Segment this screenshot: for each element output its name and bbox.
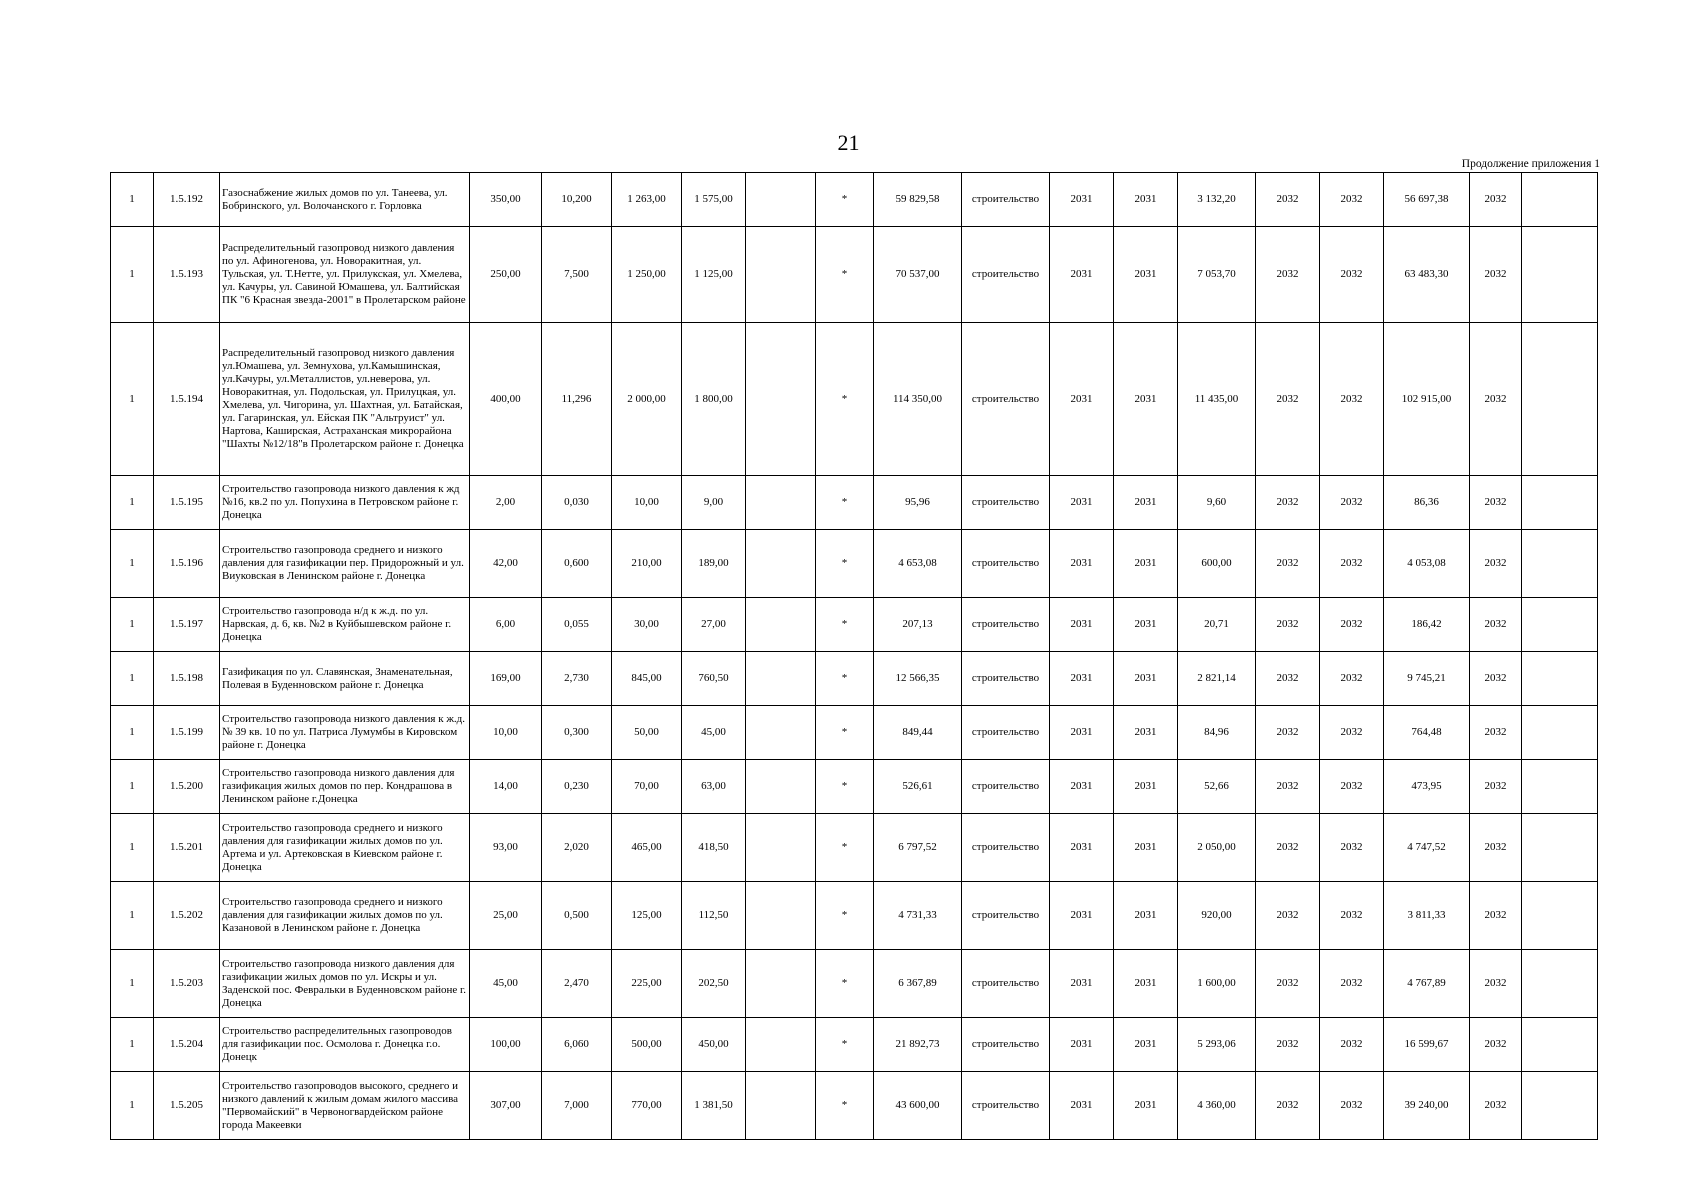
col-value-a: 770,00 [612, 1072, 682, 1140]
col-end-year-1: 2031 [1114, 950, 1178, 1018]
col-cost-stage-1: 2 050,00 [1178, 814, 1256, 882]
col-marker: * [816, 173, 874, 227]
col-value-b: 202,50 [682, 950, 746, 1018]
col-end-year-2: 2032 [1320, 530, 1384, 598]
col-end-year-2: 2032 [1320, 760, 1384, 814]
col-section: 1 [111, 1072, 154, 1140]
col-end-year-2: 2032 [1320, 1072, 1384, 1140]
col-total-cost: 95,96 [874, 476, 962, 530]
col-completion-year: 2032 [1470, 814, 1522, 882]
col-cost-stage-2: 473,95 [1384, 760, 1470, 814]
col-capacity: 7,500 [542, 227, 612, 323]
col-start-year-1: 2031 [1050, 814, 1114, 882]
col-value-b: 760,50 [682, 652, 746, 706]
col-value-b: 1 381,50 [682, 1072, 746, 1140]
table-row [111, 530, 1598, 598]
col-work-type: строительство [962, 652, 1050, 706]
col-object-name: Строительство газопровода среднего и низкого давления для газификации жилых домов по ул. Артема и ул. Артековская в Киевском районе г. Донецка [220, 814, 470, 882]
table-row [111, 173, 1598, 227]
col-capacity: 0,300 [542, 706, 612, 760]
col-marker: * [816, 476, 874, 530]
col-value-a: 70,00 [612, 760, 682, 814]
col-section: 1 [111, 1018, 154, 1072]
col-item-number: 1.5.192 [154, 173, 220, 227]
col-length-m: 169,00 [470, 652, 542, 706]
col-work-type: строительство [962, 1018, 1050, 1072]
col-length-m: 350,00 [470, 173, 542, 227]
col-total-cost: 6 797,52 [874, 814, 962, 882]
col-end-year-1: 2031 [1114, 598, 1178, 652]
col-object-name: Строительство газопровода низкого давления к ж.д. № 39 кв. 10 по ул. Патриса Лумумбы в Кировском районе г. Донецка [220, 706, 470, 760]
col-start-year-2: 2032 [1256, 652, 1320, 706]
col-completion-year: 2032 [1470, 530, 1522, 598]
col-length-m: 6,00 [470, 598, 542, 652]
col-section: 1 [111, 882, 154, 950]
col-empty-b [1522, 760, 1598, 814]
col-object-name: Строительство газопровода низкого давления для газификации жилых домов по ул. Искры и ул. Заденской пос. Февральки в Буденновском районе г. Донецка [220, 950, 470, 1018]
col-section: 1 [111, 706, 154, 760]
col-section: 1 [111, 173, 154, 227]
col-capacity: 0,500 [542, 882, 612, 950]
col-item-number: 1.5.193 [154, 227, 220, 323]
col-value-a: 50,00 [612, 706, 682, 760]
table-row [111, 882, 1598, 950]
col-marker: * [816, 530, 874, 598]
col-value-b: 1 575,00 [682, 173, 746, 227]
col-item-number: 1.5.197 [154, 598, 220, 652]
col-empty-a [746, 1072, 816, 1140]
col-cost-stage-1: 84,96 [1178, 706, 1256, 760]
col-value-b: 63,00 [682, 760, 746, 814]
col-capacity: 2,470 [542, 950, 612, 1018]
col-value-b: 45,00 [682, 706, 746, 760]
col-empty-b [1522, 652, 1598, 706]
col-empty-b [1522, 173, 1598, 227]
col-empty-b [1522, 882, 1598, 950]
col-completion-year: 2032 [1470, 476, 1522, 530]
col-value-b: 112,50 [682, 882, 746, 950]
col-object-name: Строительство газопровода среднего и низкого давления для газификации жилых домов по ул. Казановой в Ленинском районе г. Донецка [220, 882, 470, 950]
col-empty-a [746, 950, 816, 1018]
col-end-year-1: 2031 [1114, 814, 1178, 882]
col-capacity: 6,060 [542, 1018, 612, 1072]
col-value-a: 1 250,00 [612, 227, 682, 323]
col-total-cost: 4 731,33 [874, 882, 962, 950]
col-start-year-1: 2031 [1050, 760, 1114, 814]
col-length-m: 100,00 [470, 1018, 542, 1072]
col-marker: * [816, 706, 874, 760]
col-start-year-1: 2031 [1050, 1018, 1114, 1072]
col-length-m: 307,00 [470, 1072, 542, 1140]
table-row [111, 814, 1598, 882]
col-start-year-2: 2032 [1256, 882, 1320, 950]
col-object-name: Распределительный газопровод низкого давления по ул. Афиногенова, ул. Новоракитная, ул. Тульская, ул. Т.Нетте, ул. Прилукская, ул. Хмелева, ул. Качуры, ул. Савиной Юмашева, ул. Балтийская ПК "6 Красная звезда-2001" в Пролетарском районе [220, 227, 470, 323]
col-object-name: Строительство газопроводов высокого, среднего и низкого давлений к жилым домам жилого массива "Первомайский" в Червоногвардейском районе города Макеевки [220, 1072, 470, 1140]
col-object-name: Газификация по ул. Славянская, Знаменательная, Полевая в Буденновском районе г. Донецка [220, 652, 470, 706]
col-completion-year: 2032 [1470, 323, 1522, 476]
col-start-year-2: 2032 [1256, 173, 1320, 227]
col-length-m: 42,00 [470, 530, 542, 598]
col-cost-stage-1: 600,00 [1178, 530, 1256, 598]
col-end-year-2: 2032 [1320, 1018, 1384, 1072]
col-end-year-2: 2032 [1320, 882, 1384, 950]
col-value-b: 450,00 [682, 1018, 746, 1072]
col-length-m: 45,00 [470, 950, 542, 1018]
col-end-year-2: 2032 [1320, 173, 1384, 227]
col-empty-b [1522, 323, 1598, 476]
col-item-number: 1.5.198 [154, 652, 220, 706]
col-total-cost: 6 367,89 [874, 950, 962, 1018]
col-start-year-2: 2032 [1256, 530, 1320, 598]
col-item-number: 1.5.204 [154, 1018, 220, 1072]
col-work-type: строительство [962, 530, 1050, 598]
col-cost-stage-1: 7 053,70 [1178, 227, 1256, 323]
col-end-year-1: 2031 [1114, 1072, 1178, 1140]
col-total-cost: 59 829,58 [874, 173, 962, 227]
col-cost-stage-2: 3 811,33 [1384, 882, 1470, 950]
col-empty-a [746, 323, 816, 476]
col-end-year-1: 2031 [1114, 706, 1178, 760]
col-start-year-2: 2032 [1256, 814, 1320, 882]
col-total-cost: 849,44 [874, 706, 962, 760]
table-row [111, 706, 1598, 760]
col-value-a: 225,00 [612, 950, 682, 1018]
col-work-type: строительство [962, 950, 1050, 1018]
col-empty-a [746, 706, 816, 760]
col-object-name: Строительство газопровода н/д к ж.д. по ул. Нарвская, д. 6, кв. №2 в Куйбышевском районе г. Донецка [220, 598, 470, 652]
col-capacity: 0,230 [542, 760, 612, 814]
col-work-type: строительство [962, 814, 1050, 882]
col-length-m: 250,00 [470, 227, 542, 323]
col-end-year-2: 2032 [1320, 598, 1384, 652]
col-start-year-1: 2031 [1050, 476, 1114, 530]
table-row [111, 227, 1598, 323]
col-work-type: строительство [962, 882, 1050, 950]
col-cost-stage-2: 16 599,67 [1384, 1018, 1470, 1072]
col-end-year-2: 2032 [1320, 227, 1384, 323]
col-value-a: 210,00 [612, 530, 682, 598]
table-row [111, 652, 1598, 706]
col-start-year-1: 2031 [1050, 1072, 1114, 1140]
col-value-a: 10,00 [612, 476, 682, 530]
col-start-year-2: 2032 [1256, 476, 1320, 530]
col-item-number: 1.5.205 [154, 1072, 220, 1140]
col-empty-b [1522, 1072, 1598, 1140]
col-start-year-1: 2031 [1050, 530, 1114, 598]
col-value-b: 1 800,00 [682, 323, 746, 476]
col-work-type: строительство [962, 323, 1050, 476]
col-end-year-2: 2032 [1320, 706, 1384, 760]
col-start-year-2: 2032 [1256, 760, 1320, 814]
col-start-year-2: 2032 [1256, 950, 1320, 1018]
col-capacity: 0,055 [542, 598, 612, 652]
col-completion-year: 2032 [1470, 1072, 1522, 1140]
col-empty-b [1522, 476, 1598, 530]
table-row [111, 950, 1598, 1018]
table-row [111, 760, 1598, 814]
col-cost-stage-2: 102 915,00 [1384, 323, 1470, 476]
col-section: 1 [111, 598, 154, 652]
col-value-b: 9,00 [682, 476, 746, 530]
col-object-name: Газоснабжение жилых домов по ул. Танеева, ул. Бобринского, ул. Волочанского г. Горловка [220, 173, 470, 227]
col-end-year-1: 2031 [1114, 476, 1178, 530]
col-section: 1 [111, 476, 154, 530]
col-empty-a [746, 530, 816, 598]
col-empty-a [746, 882, 816, 950]
col-cost-stage-2: 9 745,21 [1384, 652, 1470, 706]
col-end-year-1: 2031 [1114, 173, 1178, 227]
col-completion-year: 2032 [1470, 173, 1522, 227]
col-end-year-1: 2031 [1114, 882, 1178, 950]
col-start-year-2: 2032 [1256, 227, 1320, 323]
col-cost-stage-2: 764,48 [1384, 706, 1470, 760]
col-marker: * [816, 652, 874, 706]
col-completion-year: 2032 [1470, 882, 1522, 950]
col-total-cost: 207,13 [874, 598, 962, 652]
col-start-year-2: 2032 [1256, 598, 1320, 652]
col-value-b: 27,00 [682, 598, 746, 652]
col-cost-stage-1: 1 600,00 [1178, 950, 1256, 1018]
col-end-year-2: 2032 [1320, 950, 1384, 1018]
col-item-number: 1.5.203 [154, 950, 220, 1018]
col-work-type: строительство [962, 706, 1050, 760]
col-empty-b [1522, 950, 1598, 1018]
col-start-year-2: 2032 [1256, 1072, 1320, 1140]
col-cost-stage-1: 5 293,06 [1178, 1018, 1256, 1072]
col-empty-a [746, 652, 816, 706]
col-start-year-1: 2031 [1050, 950, 1114, 1018]
col-marker: * [816, 814, 874, 882]
col-total-cost: 526,61 [874, 760, 962, 814]
col-section: 1 [111, 530, 154, 598]
col-marker: * [816, 598, 874, 652]
col-end-year-2: 2032 [1320, 814, 1384, 882]
col-work-type: строительство [962, 760, 1050, 814]
col-length-m: 93,00 [470, 814, 542, 882]
col-object-name: Строительство газопровода низкого давления для газификация жилых домов по пер. Кондрашова в Ленинском районе г.Донецка [220, 760, 470, 814]
col-end-year-2: 2032 [1320, 652, 1384, 706]
col-cost-stage-2: 4 053,08 [1384, 530, 1470, 598]
col-cost-stage-2: 63 483,30 [1384, 227, 1470, 323]
table-row [111, 323, 1598, 476]
col-end-year-1: 2031 [1114, 760, 1178, 814]
col-value-b: 418,50 [682, 814, 746, 882]
col-item-number: 1.5.194 [154, 323, 220, 476]
col-value-a: 1 263,00 [612, 173, 682, 227]
col-cost-stage-1: 52,66 [1178, 760, 1256, 814]
continuation-label: Продолжение приложения 1 [1461, 158, 1600, 170]
col-start-year-2: 2032 [1256, 323, 1320, 476]
col-empty-a [746, 476, 816, 530]
col-total-cost: 70 537,00 [874, 227, 962, 323]
col-value-a: 2 000,00 [612, 323, 682, 476]
col-value-a: 500,00 [612, 1018, 682, 1072]
col-empty-b [1522, 530, 1598, 598]
col-start-year-2: 2032 [1256, 1018, 1320, 1072]
col-section: 1 [111, 760, 154, 814]
col-section: 1 [111, 950, 154, 1018]
col-cost-stage-2: 39 240,00 [1384, 1072, 1470, 1140]
col-item-number: 1.5.195 [154, 476, 220, 530]
col-object-name: Строительство газопровода среднего и низкого давления для газификации пер. Придорожный и ул. Виуковская в Ленинском районе г. Донецка [220, 530, 470, 598]
col-value-a: 465,00 [612, 814, 682, 882]
col-capacity: 2,020 [542, 814, 612, 882]
col-empty-a [746, 227, 816, 323]
col-completion-year: 2032 [1470, 652, 1522, 706]
col-capacity: 0,600 [542, 530, 612, 598]
col-end-year-1: 2031 [1114, 323, 1178, 476]
col-empty-b [1522, 814, 1598, 882]
col-capacity: 0,030 [542, 476, 612, 530]
table-row [111, 1072, 1598, 1140]
col-cost-stage-2: 4 747,52 [1384, 814, 1470, 882]
col-end-year-1: 2031 [1114, 652, 1178, 706]
col-empty-a [746, 598, 816, 652]
col-length-m: 2,00 [470, 476, 542, 530]
col-length-m: 10,00 [470, 706, 542, 760]
col-marker: * [816, 760, 874, 814]
col-total-cost: 114 350,00 [874, 323, 962, 476]
col-length-m: 25,00 [470, 882, 542, 950]
col-total-cost: 12 566,35 [874, 652, 962, 706]
col-marker: * [816, 227, 874, 323]
col-work-type: строительство [962, 1072, 1050, 1140]
col-work-type: строительство [962, 598, 1050, 652]
col-completion-year: 2032 [1470, 598, 1522, 652]
col-empty-a [746, 1018, 816, 1072]
col-cost-stage-2: 86,36 [1384, 476, 1470, 530]
col-cost-stage-1: 20,71 [1178, 598, 1256, 652]
col-work-type: строительство [962, 227, 1050, 323]
col-object-name: Распределительный газопровод низкого давления ул.Юмашева, ул. Земнухова, ул.Камышинская, ул.Качуры, ул.Металлистов, ул.неверова, ул. Новоракитная, ул. Подольская, ул. Прилуцкая, ул. Хмелева, ул. Чигорина, ул. Шахтная, ул. Батайская, ул. Гагаринская, ул. Ейская ПК "Альтруист" ул. Нартова, Каширская, Астраханская микрорайона "Шахты №12/18"в Пролетарском районе г. Донецка [220, 323, 470, 476]
col-cost-stage-2: 186,42 [1384, 598, 1470, 652]
col-item-number: 1.5.200 [154, 760, 220, 814]
col-start-year-1: 2031 [1050, 652, 1114, 706]
col-end-year-1: 2031 [1114, 530, 1178, 598]
col-marker: * [816, 1072, 874, 1140]
col-completion-year: 2032 [1470, 227, 1522, 323]
col-completion-year: 2032 [1470, 706, 1522, 760]
col-section: 1 [111, 652, 154, 706]
col-start-year-1: 2031 [1050, 323, 1114, 476]
col-cost-stage-2: 4 767,89 [1384, 950, 1470, 1018]
col-marker: * [816, 950, 874, 1018]
col-cost-stage-1: 3 132,20 [1178, 173, 1256, 227]
col-section: 1 [111, 323, 154, 476]
col-empty-b [1522, 598, 1598, 652]
col-work-type: строительство [962, 476, 1050, 530]
col-section: 1 [111, 227, 154, 323]
col-total-cost: 21 892,73 [874, 1018, 962, 1072]
col-length-m: 400,00 [470, 323, 542, 476]
col-value-a: 125,00 [612, 882, 682, 950]
col-start-year-1: 2031 [1050, 706, 1114, 760]
col-end-year-2: 2032 [1320, 476, 1384, 530]
col-marker: * [816, 1018, 874, 1072]
col-cost-stage-1: 9,60 [1178, 476, 1256, 530]
col-marker: * [816, 323, 874, 476]
col-empty-b [1522, 706, 1598, 760]
col-start-year-1: 2031 [1050, 598, 1114, 652]
col-item-number: 1.5.202 [154, 882, 220, 950]
col-start-year-1: 2031 [1050, 227, 1114, 323]
col-completion-year: 2032 [1470, 760, 1522, 814]
col-value-a: 30,00 [612, 598, 682, 652]
table-row [111, 476, 1598, 530]
col-start-year-2: 2032 [1256, 706, 1320, 760]
col-capacity: 10,200 [542, 173, 612, 227]
col-empty-b [1522, 1018, 1598, 1072]
col-cost-stage-1: 4 360,00 [1178, 1072, 1256, 1140]
col-empty-b [1522, 227, 1598, 323]
col-total-cost: 43 600,00 [874, 1072, 962, 1140]
col-capacity: 7,000 [542, 1072, 612, 1140]
col-object-name: Строительство распределительных газопроводов для газификации пос. Осмолова г. Донецка г.о. Донецк [220, 1018, 470, 1072]
investment-table [110, 172, 1598, 1140]
col-capacity: 2,730 [542, 652, 612, 706]
col-start-year-1: 2031 [1050, 882, 1114, 950]
col-capacity: 11,296 [542, 323, 612, 476]
col-end-year-1: 2031 [1114, 227, 1178, 323]
col-cost-stage-2: 56 697,38 [1384, 173, 1470, 227]
col-value-b: 1 125,00 [682, 227, 746, 323]
table-body [111, 173, 1598, 1140]
col-value-a: 845,00 [612, 652, 682, 706]
col-work-type: строительство [962, 173, 1050, 227]
table-row [111, 598, 1598, 652]
col-empty-a [746, 173, 816, 227]
col-empty-a [746, 814, 816, 882]
col-marker: * [816, 882, 874, 950]
col-start-year-1: 2031 [1050, 173, 1114, 227]
col-cost-stage-1: 920,00 [1178, 882, 1256, 950]
col-empty-a [746, 760, 816, 814]
col-object-name: Строительство газопровода низкого давления к жд №16, кв.2 по ул. Попухина в Петровском районе г. Донецка [220, 476, 470, 530]
col-item-number: 1.5.201 [154, 814, 220, 882]
col-item-number: 1.5.196 [154, 530, 220, 598]
col-item-number: 1.5.199 [154, 706, 220, 760]
col-completion-year: 2032 [1470, 950, 1522, 1018]
col-value-b: 189,00 [682, 530, 746, 598]
table-row [111, 1018, 1598, 1072]
col-length-m: 14,00 [470, 760, 542, 814]
col-cost-stage-1: 2 821,14 [1178, 652, 1256, 706]
col-completion-year: 2032 [1470, 1018, 1522, 1072]
col-cost-stage-1: 11 435,00 [1178, 323, 1256, 476]
col-end-year-1: 2031 [1114, 1018, 1178, 1072]
col-total-cost: 4 653,08 [874, 530, 962, 598]
col-section: 1 [111, 814, 154, 882]
page-number: 21 [837, 130, 860, 155]
col-end-year-2: 2032 [1320, 323, 1384, 476]
